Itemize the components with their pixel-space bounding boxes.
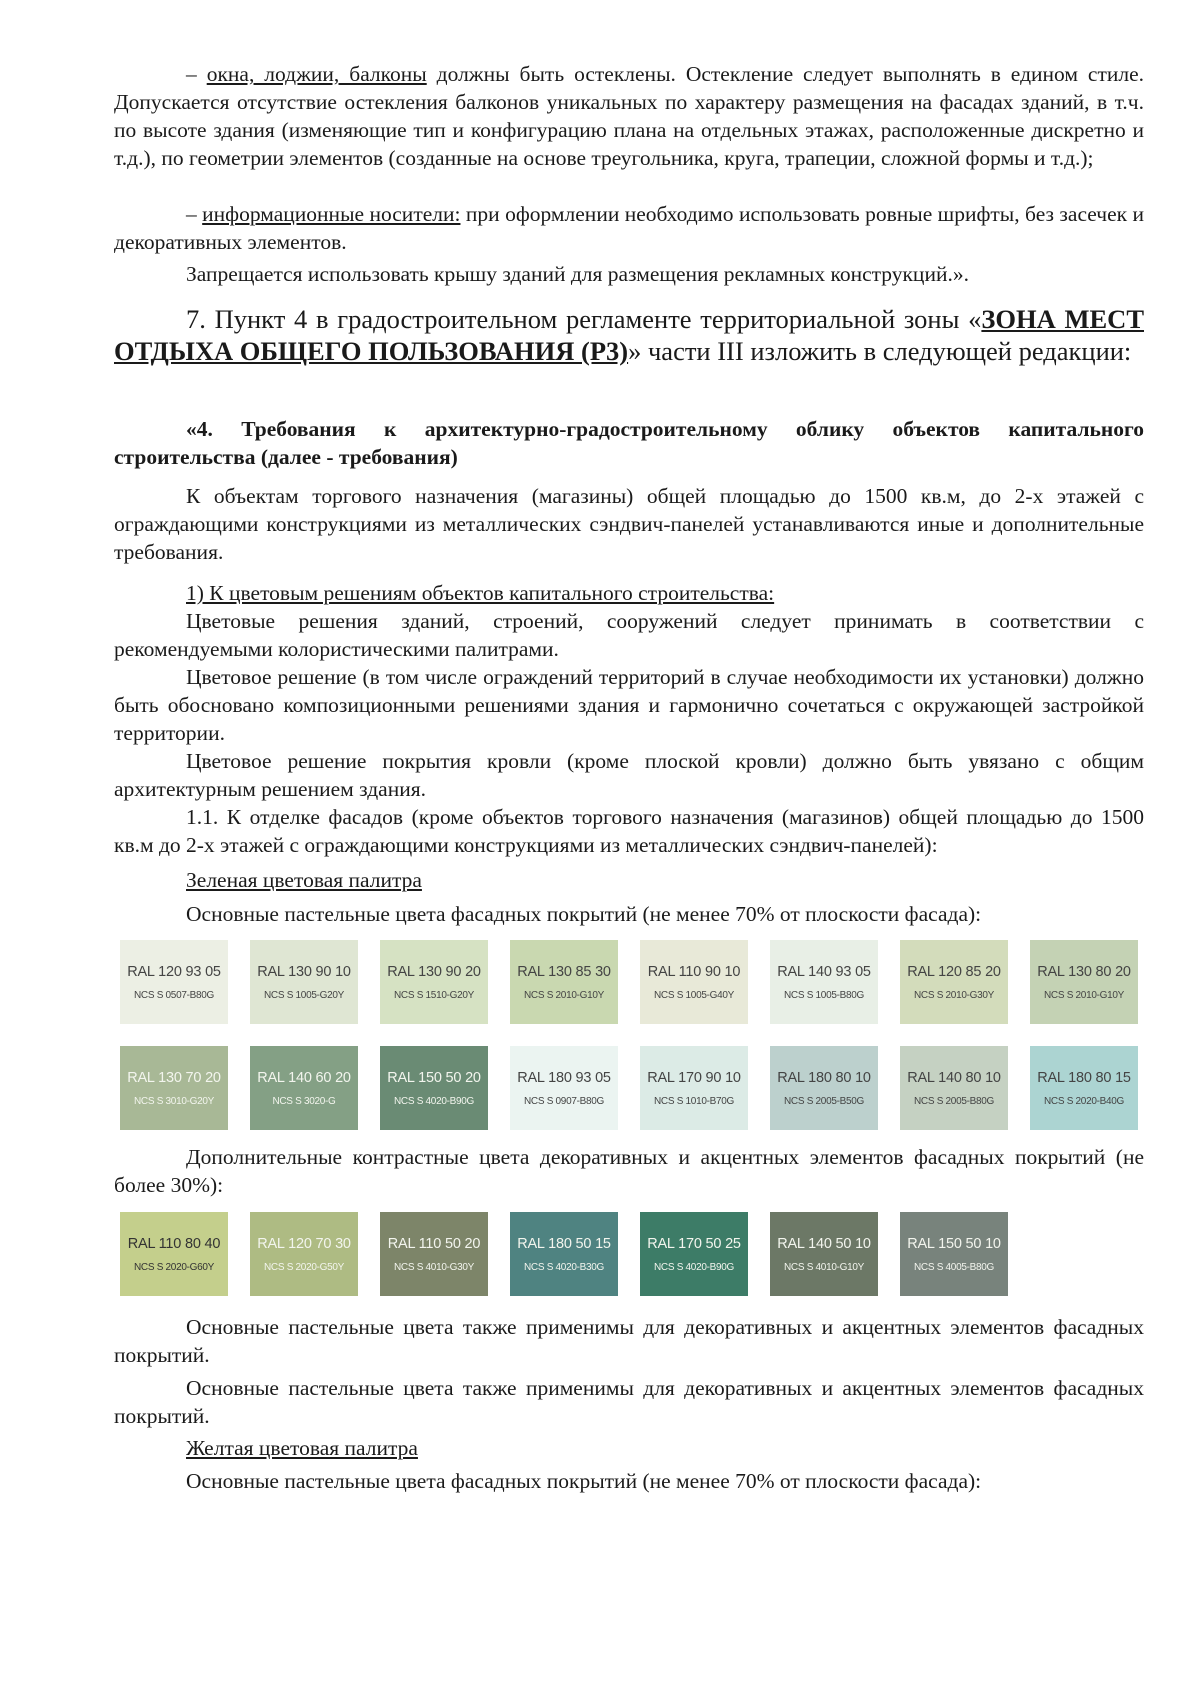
- color-swatch: [250, 1046, 358, 1130]
- ral-code: RAL 110 90 10: [647, 964, 741, 980]
- ral-code: RAL 180 80 15: [1037, 1070, 1131, 1086]
- subheading-color-solutions: 1) К цветовым решениям объектов капитального строительства:: [186, 581, 775, 605]
- ral-code: RAL 120 93 05: [127, 964, 221, 980]
- paragraph-facade-finish: 1.1. К отделке фасадов (кроме объектов торгового назначения (магазинов) общей площадью до 1500 кв.м до 2-х этажей с ограждающими конструкциями из металлических сэндвич-панелей):: [114, 805, 1144, 857]
- ral-code: RAL 140 60 20: [257, 1070, 351, 1086]
- color-swatch: [120, 1212, 228, 1296]
- ral-code: RAL 140 50 10: [777, 1236, 871, 1252]
- palette-row-accent: [120, 1212, 1140, 1296]
- ncs-code: NCS S 1005-G40Y: [654, 990, 734, 1001]
- paragraph-trade-objects: К объектам торгового назначения (магазины) общей площадью до 1500 кв.м, до 2-х этажей с ограждающими конструкциями из металлических сэндвич-панелей устанавливаются иные и дополнительные требования.: [114, 484, 1144, 564]
- ral-code: RAL 120 70 30: [257, 1236, 351, 1252]
- color-swatch: [510, 940, 618, 1024]
- color-swatch: [120, 940, 228, 1024]
- color-swatch: [770, 1046, 878, 1130]
- ral-code: RAL 110 50 20: [387, 1236, 481, 1252]
- ncs-code: NCS S 2010-G30Y: [914, 990, 994, 1001]
- ral-code: RAL 130 80 20: [1037, 964, 1131, 980]
- color-swatch: [900, 1046, 1008, 1130]
- color-swatch: [900, 1212, 1008, 1296]
- subheading-yellow-palette: Желтая цветовая палитра: [186, 1436, 418, 1460]
- ncs-code: NCS S 1005-B80G: [784, 990, 864, 1001]
- ncs-code: NCS S 3020-G: [272, 1096, 336, 1107]
- ral-code: RAL 130 85 30: [517, 964, 611, 980]
- ncs-code: NCS S 2020-G60Y: [134, 1262, 214, 1273]
- ncs-code: NCS S 1005-G20Y: [264, 990, 344, 1001]
- ral-code: RAL 130 90 20: [387, 964, 481, 980]
- ncs-code: NCS S 4020-B30G: [524, 1262, 604, 1273]
- paragraph-text: при оформлении необходимо использовать ровные шрифты, без засечек и декоративных элементов.: [114, 202, 1144, 254]
- paragraph-pastel-note-2: Основные пастельные цвета также применимы для декоративных и акцентных элементов фасадных покрытий.: [114, 1376, 1144, 1428]
- ral-code: RAL 130 90 10: [257, 964, 351, 980]
- dash: –: [186, 62, 207, 86]
- ncs-code: NCS S 2005-B80G: [914, 1096, 994, 1107]
- ral-code: RAL 180 80 10: [777, 1070, 871, 1086]
- underlined-term-windows: окна, лоджии, балконы: [206, 62, 427, 86]
- color-swatch: [380, 1046, 488, 1130]
- color-swatch: [380, 1212, 488, 1296]
- underlined-term-information: информационные носители:: [202, 202, 461, 226]
- ral-code: RAL 180 93 05: [517, 1070, 611, 1086]
- color-swatch: [640, 1212, 748, 1296]
- ral-code: RAL 140 93 05: [777, 964, 871, 980]
- palette-row-main-1: [120, 940, 1140, 1024]
- paragraph-roof-ban: Запрещается использовать крышу зданий для размещения рекламных конструкций.».: [186, 262, 969, 286]
- ncs-code: NCS S 2010-G10Y: [524, 990, 604, 1001]
- ral-code: RAL 150 50 10: [907, 1236, 1001, 1252]
- color-swatch: [120, 1046, 228, 1130]
- paragraph-main-colors-yellow: Основные пастельные цвета фасадных покрытий (не менее 70% от плоскости фасада):: [186, 1469, 982, 1493]
- paragraph-text: 7. Пункт 4 в градостроительном регламенте территориальной зоны «: [186, 304, 982, 334]
- paragraph-color-solutions: Цветовые решения зданий, строений, сооружений следует принимать в соответствии с рекомендуемыми колористическими палитрами.: [114, 609, 1144, 661]
- ncs-code: NCS S 0507-B80G: [134, 990, 214, 1001]
- color-swatch: [1030, 940, 1138, 1024]
- color-swatch: [510, 1212, 618, 1296]
- ncs-code: NCS S 4010-G30Y: [394, 1262, 474, 1273]
- paragraph-text: должны быть остеклены. Остекление следует выполнять в едином стиле. Допускается отсутствие остекления балконов уникальных по характеру размещения на фасадах зданий, в т.ч. по высоте здания (изменяющие тип и конфигурацию плана на отдельных этажах, расположенные дискретно и т.д.), по геометрии элементов (созданные на основе треугольника, круга, трапеции, сложной формы и т.д.);: [114, 62, 1144, 170]
- color-swatch: [900, 940, 1008, 1024]
- paragraph-roof-color: Цветовое решение покрытия кровли (кроме плоской кровли) должно быть увязано с общим архитектурным решением здания.: [114, 749, 1144, 801]
- color-swatch: [250, 1212, 358, 1296]
- paragraph-point-7: [114, 303, 1144, 367]
- paragraph-main-colors: Основные пастельные цвета фасадных покрытий (не менее 70% от плоскости фасада):: [186, 902, 982, 926]
- zone-name: ЗОНА МЕСТ ОТДЫХА ОБЩЕГО ПОЛЬЗОВАНИЯ (Р3): [114, 304, 1144, 366]
- ncs-code: NCS S 1510-G20Y: [394, 990, 474, 1001]
- ncs-code: NCS S 4005-B80G: [914, 1262, 994, 1273]
- ral-code: RAL 150 50 20: [387, 1070, 481, 1086]
- paragraph-color-harmony: Цветовое решение (в том числе ограждений территорий в случае необходимости их установки) должно быть обосновано композиционными решениями здания и гармонично сочетаться с окружающей застройкой территории.: [114, 665, 1144, 745]
- ncs-code: NCS S 3010-G20Y: [134, 1096, 214, 1107]
- ral-code: RAL 180 50 15: [517, 1236, 611, 1252]
- section-heading: «4. Требования к архитектурно-градостроительному облику объектов капитального строительства (далее - требования): [114, 417, 1144, 469]
- subheading-green-palette: Зеленая цветовая палитра: [186, 868, 422, 892]
- paragraph-text: » части III изложить в следующей редакции:: [628, 336, 1132, 366]
- color-swatch: [640, 1046, 748, 1130]
- ncs-code: NCS S 4020-B90G: [394, 1096, 474, 1107]
- ral-code: RAL 170 50 25: [647, 1236, 741, 1252]
- color-swatch: [250, 940, 358, 1024]
- ncs-code: NCS S 4010-G10Y: [784, 1262, 864, 1273]
- color-swatch: [510, 1046, 618, 1130]
- palette-row-main-2: [120, 1046, 1140, 1130]
- color-swatch: [640, 940, 748, 1024]
- ncs-code: NCS S 2010-G10Y: [1044, 990, 1124, 1001]
- ncs-code: NCS S 2020-B40G: [1044, 1096, 1124, 1107]
- paragraph-windows: [114, 60, 1144, 172]
- paragraph-pastel-note-1: Основные пастельные цвета также применимы для декоративных и акцентных элементов фасадных покрытий.: [114, 1315, 1144, 1367]
- color-swatch: [1030, 1046, 1138, 1130]
- ral-code: RAL 110 80 40: [127, 1236, 221, 1252]
- ncs-code: NCS S 2005-B50G: [784, 1096, 864, 1107]
- ral-code: RAL 170 90 10: [647, 1070, 741, 1086]
- dash: –: [186, 202, 203, 226]
- paragraph-information-carriers: [114, 200, 1144, 256]
- ncs-code: NCS S 1010-B70G: [654, 1096, 734, 1107]
- color-swatch: [770, 940, 878, 1024]
- ral-code: RAL 130 70 20: [127, 1070, 221, 1086]
- ncs-code: NCS S 0907-B80G: [524, 1096, 604, 1107]
- ncs-code: NCS S 4020-B90G: [654, 1262, 734, 1273]
- color-swatch: [770, 1212, 878, 1296]
- ral-code: RAL 120 85 20: [907, 964, 1001, 980]
- paragraph-contrast-colors: Дополнительные контрастные цвета декоративных и акцентных элементов фасадных покрытий (не более 30%):: [114, 1145, 1144, 1197]
- ncs-code: NCS S 2020-G50Y: [264, 1262, 344, 1273]
- ral-code: RAL 140 80 10: [907, 1070, 1001, 1086]
- color-swatch: [380, 940, 488, 1024]
